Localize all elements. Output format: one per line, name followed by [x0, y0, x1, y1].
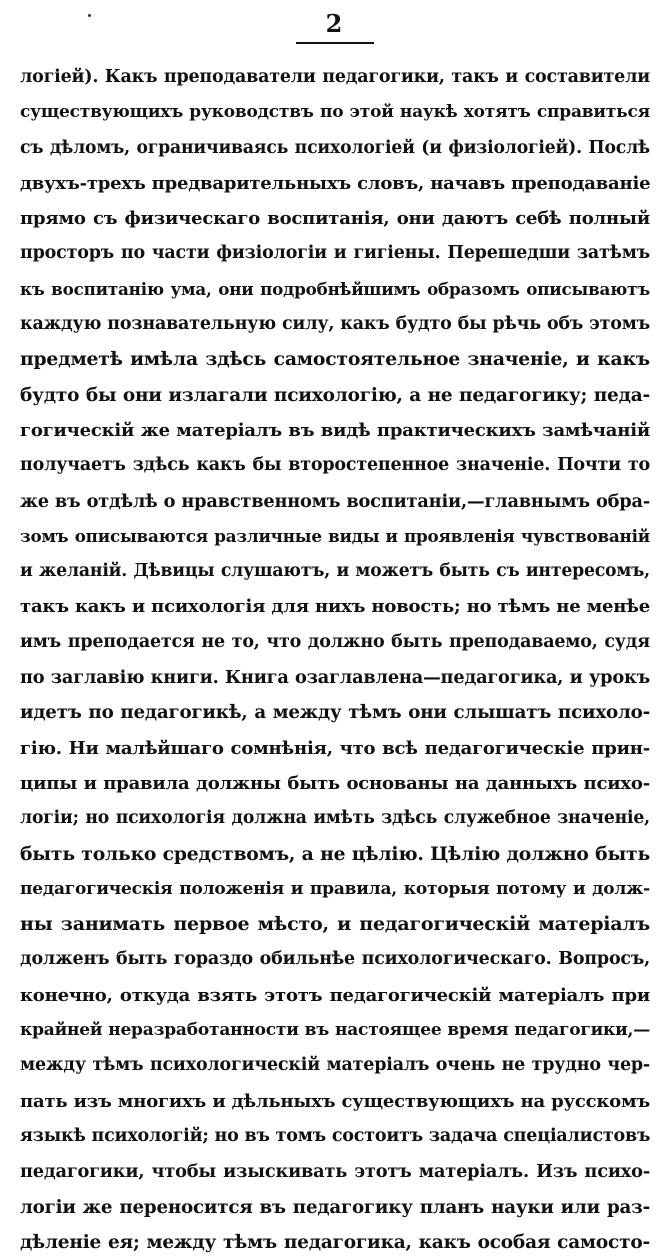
text-line: по заглавiю книги. Книга озаглавлена—педагогика, и урокъ [20, 667, 650, 689]
text-line: такъ какъ и психологiя для нихъ новость; но тѣмъ не менѣе [20, 596, 650, 618]
text-line: логiей). Какъ преподаватели педагогики, такъ и составители [20, 67, 650, 87]
text-line: и желанiй. Дѣвицы слушаютъ, и можетъ быть съ интересомъ, [20, 561, 650, 582]
text-line: педагогическiя положенiя и правила, которыя потому и долж- [20, 878, 650, 899]
text-line: пать изъ многихъ и дѣльныхъ существующихъ на русскомъ [20, 1090, 650, 1112]
text-line: гогическiй же матерiалъ въ видѣ практическихъ замѣчанiй [20, 419, 650, 441]
text-line: логiи; но психологiя должна имѣть здѣсь служебное значенiе, [20, 808, 650, 829]
text-line: быть только средствомъ, а не цѣлiю. Цѣлiю должно быть [20, 842, 650, 865]
text-line: предметѣ имѣла здѣсь самостоятельное значенiе, и какъ [20, 348, 650, 371]
body-text [20, 60, 650, 1260]
text-line: просторъ по части физiологiи и гигiены. Перешедши затѣмъ [20, 243, 650, 264]
text-line: педагогики, чтобы изыскивать этотъ матерiалъ. Изъ психо- [20, 1161, 650, 1183]
text-line: существующихъ руководствъ по этой наукѣ хотятъ справиться [20, 102, 650, 123]
text-line: къ воспитанiю ума, они подробнѣйшимъ образомъ описываютъ [20, 278, 650, 299]
text-line: двухъ-трехъ предварительныхъ словъ, начавъ преподаванiе [20, 172, 651, 194]
text-line: будто бы они излагали психологiю, а не педагогику; педа- [20, 384, 650, 406]
text-line: языкѣ психологiй; но въ томъ состоитъ задача спецiалистовъ [20, 1125, 651, 1146]
text-line: идетъ по педагогикѣ, а между тѣмъ они слышатъ психоло- [20, 702, 650, 724]
text-line: конечно, откуда взять этотъ педагогическiй матерiалъ при [20, 984, 650, 1006]
page-number: 2 [325, 9, 343, 38]
text-line: ципы и правила должны быть основаны на данныхъ психо- [20, 772, 650, 794]
text-line: же въ отдѣлѣ о нравственномъ воспитанiи,—главнымъ обра- [20, 490, 650, 512]
text-line: ны занимать первое мѣсто, и педагогическiй матерiалъ [20, 913, 650, 936]
text-line: дѣленiе ея; между тѣмъ педагогика, какъ особая самосто- [20, 1231, 650, 1253]
text-line: каждую познавательную силу, какъ будто бы рѣчь объ этомъ [20, 314, 650, 335]
header-rule [296, 42, 374, 44]
text-line: съ дѣломъ, ограничиваясь психологiей (и физiологiей). Послѣ [20, 137, 650, 158]
text-line: прямо съ физическаго воспитанiя, они даютъ себѣ полный [20, 208, 650, 230]
text-line: получаетъ здѣсь какъ бы второстепенное значенiе. Почти то [20, 455, 650, 476]
text-line: зомъ описываются различные виды и проявленiя чувствованiй [20, 525, 650, 546]
text-line: крайней неразработанности въ настоящее время педагогики,— [20, 1020, 650, 1041]
text-line: гiю. Ни малѣйшаго сомнѣнiя, что всѣ педагогическiе прин- [20, 737, 650, 759]
text-line: между тѣмъ психологическiй матерiалъ очень не трудно чер- [20, 1055, 650, 1076]
text-line: имъ преподается не то, что должно быть преподаваемо, судя [20, 631, 650, 652]
text-line: логiи же переносится въ педагогику планъ науки или раз- [20, 1196, 650, 1218]
text-line: долженъ быть гораздо обильнѣе психологическаго. Вопросъ, [20, 949, 650, 970]
